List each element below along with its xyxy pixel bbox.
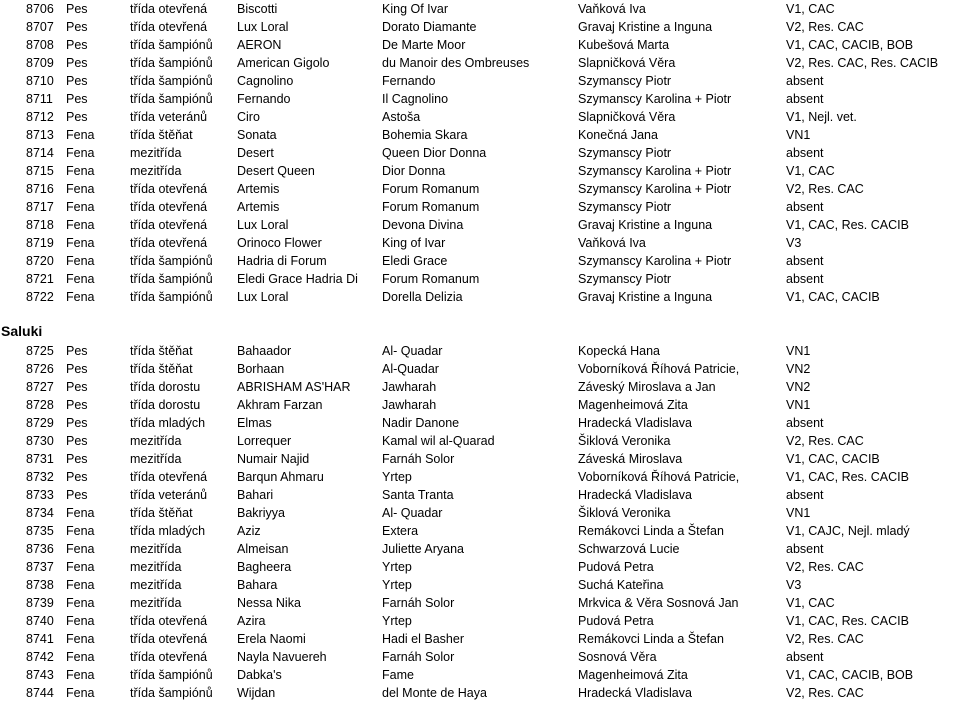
catalog-number-cell: 8731 [26,452,54,466]
catalog-number-cell: 8727 [26,380,54,394]
sex-cell: Fena [66,578,95,592]
owner-cell: Hradecká Vladislava [578,686,692,700]
table-row [0,54,960,72]
dog-name-cell: Ciro [237,110,260,124]
class-cell: třída mladých [130,416,206,430]
result-cell: V1, CAC, CACIB, BOB [786,668,914,682]
table-row [0,522,960,540]
result-cell: absent [786,254,824,268]
sire-name-cell: Dorato Diamante [382,20,477,34]
result-cell: V1, CAC [786,2,835,16]
class-cell: třída veteránů [130,110,208,124]
class-cell: třída štěňat [130,344,193,358]
sex-cell: Fena [66,254,95,268]
sire-name-cell: Jawharah [382,380,437,394]
dog-name-cell: Hadria di Forum [237,254,327,268]
catalog-number-cell: 8733 [26,488,54,502]
table-row [0,378,960,396]
sex-cell: Pes [66,416,88,430]
table-row [0,486,960,504]
dog-name-cell: Orinoco Flower [237,236,322,250]
catalog-number-cell: 8729 [26,416,54,430]
sex-cell: Pes [66,452,88,466]
result-cell: absent [786,416,824,430]
sire-name-cell: Queen Dior Donna [382,146,487,160]
sire-name-cell: King Of Ivar [382,2,448,16]
sex-cell: Pes [66,74,88,88]
table-row [0,252,960,270]
catalog-number-cell: 8718 [26,218,54,232]
class-cell: třída šampiónů [130,38,213,52]
results-block-saluki [0,342,960,702]
result-cell: VN1 [786,128,811,142]
table-row [0,666,960,684]
owner-cell: Vaňková Iva [578,236,646,250]
dog-name-cell: Lux Loral [237,218,289,232]
sire-name-cell: De Marte Moor [382,38,466,52]
table-row [0,360,960,378]
class-cell: třída šampiónů [130,92,213,106]
result-cell: absent [786,200,824,214]
catalog-number-cell: 8728 [26,398,54,412]
catalog-number-cell: 8726 [26,362,54,376]
table-row [0,288,960,306]
dog-name-cell: Azira [237,614,266,628]
catalog-number-cell: 8735 [26,524,54,538]
sex-cell: Pes [66,380,88,394]
dog-name-cell: Bahaador [237,344,292,358]
owner-cell: Gravaj Kristine a Inguna [578,290,713,304]
class-cell: třída štěňat [130,128,193,142]
owner-cell: Szymanscy Karolina + Piotr [578,254,732,268]
class-cell: třída otevřená [130,650,208,664]
sex-cell: Pes [66,398,88,412]
sex-cell: Fena [66,128,95,142]
sire-name-cell: Devona Divina [382,218,464,232]
catalog-number-cell: 8734 [26,506,54,520]
class-cell: třída otevřená [130,2,208,16]
owner-cell: Mrkvica & Věra Sosnová Jan [578,596,739,610]
catalog-number-cell: 8706 [26,2,54,16]
class-cell: mezitřída [130,560,182,574]
sex-cell: Fena [66,164,95,178]
owner-cell: Magenheimová Zita [578,668,688,682]
sire-name-cell: Juliette Aryana [382,542,464,556]
table-row [0,558,960,576]
result-cell: V2, Res. CAC [786,434,864,448]
class-cell: mezitřída [130,542,182,556]
class-cell: třída mladých [130,524,206,538]
sex-cell: Pes [66,38,88,52]
dog-name-cell: Nayla Navuereh [237,650,327,664]
catalog-number-cell: 8719 [26,236,54,250]
owner-cell: Szymanscy Karolina + Piotr [578,164,732,178]
owner-cell: Vaňková Iva [578,2,646,16]
result-cell: V3 [786,236,802,250]
table-row [0,432,960,450]
sire-name-cell: Al- Quadar [382,506,443,520]
result-cell: VN2 [786,362,811,376]
table-row [0,198,960,216]
class-cell: mezitřída [130,578,182,592]
catalog-number-cell: 8711 [26,92,53,106]
dog-name-cell: Cagnolino [237,74,294,88]
sire-name-cell: Al- Quadar [382,344,443,358]
dog-name-cell: Bakriyya [237,506,285,520]
dog-name-cell: Desert [237,146,274,160]
owner-cell: Konečná Jana [578,128,658,142]
table-row [0,180,960,198]
sire-name-cell: Hadi el Basher [382,632,464,646]
sire-name-cell: Extera [382,524,419,538]
result-cell: VN2 [786,380,811,394]
result-cell: V2, Res. CAC [786,686,864,700]
table-row [0,0,960,18]
result-cell: V2, Res. CAC, Res. CACIB [786,56,939,70]
class-cell: třída štěňat [130,506,193,520]
owner-cell: Sosnová Věra [578,650,657,664]
owner-cell: Šiklová Veronika [578,434,671,448]
class-cell: třída otevřená [130,470,208,484]
dog-name-cell: Eledi Grace Hadria Di [237,272,358,286]
sex-cell: Fena [66,236,95,250]
sire-name-cell: Forum Romanum [382,182,480,196]
catalog-number-cell: 8730 [26,434,54,448]
class-cell: třída otevřená [130,632,208,646]
class-cell: třída štěňat [130,362,193,376]
catalog-number-cell: 8739 [26,596,54,610]
class-cell: mezitřída [130,452,182,466]
class-cell: třída otevřená [130,200,208,214]
catalog-number-cell: 8717 [26,200,54,214]
table-row [0,612,960,630]
table-row [0,126,960,144]
table-row [0,684,960,702]
class-cell: třída veteránů [130,488,208,502]
dog-name-cell: Elmas [237,416,272,430]
sex-cell: Fena [66,272,95,286]
table-row [0,234,960,252]
sire-name-cell: Nadir Danone [382,416,460,430]
sire-name-cell: Dorella Delizia [382,290,463,304]
class-cell: třída šampiónů [130,290,213,304]
class-cell: mezitřída [130,146,182,160]
owner-cell: Voborníková Říhová Patricie, [578,362,740,376]
sire-name-cell: Al-Quadar [382,362,439,376]
sex-cell: Pes [66,488,88,502]
sire-name-cell: Yrtep [382,578,412,592]
dog-name-cell: Nessa Nika [237,596,301,610]
dog-name-cell: Lux Loral [237,20,289,34]
dog-name-cell: Lorrequer [237,434,292,448]
sex-cell: Fena [66,632,95,646]
catalog-number-cell: 8743 [26,668,54,682]
sire-name-cell: Astoša [382,110,421,124]
result-cell: V2, Res. CAC [786,560,864,574]
dog-name-cell: Desert Queen [237,164,315,178]
catalog-number-cell: 8742 [26,650,54,664]
sire-name-cell: Kamal wil al-Quarad [382,434,495,448]
result-cell: V1, CAC [786,596,835,610]
sex-cell: Fena [66,200,95,214]
sex-cell: Fena [66,686,95,700]
owner-cell: Kopecká Hana [578,344,661,358]
result-cell: V2, Res. CAC [786,20,864,34]
class-cell: třída šampiónů [130,254,213,268]
owner-cell: Pudová Petra [578,560,654,574]
table-row [0,540,960,558]
result-cell: absent [786,542,824,556]
dog-name-cell: Bagheera [237,560,292,574]
catalog-number-cell: 8732 [26,470,54,484]
sex-cell: Pes [66,20,88,34]
catalog-number-cell: 8721 [26,272,54,286]
result-cell: absent [786,146,824,160]
sex-cell: Fena [66,614,95,628]
class-cell: třída otevřená [130,236,208,250]
catalog-number-cell: 8741 [26,632,54,646]
class-cell: třída dorostu [130,398,201,412]
table-row [0,396,960,414]
sex-cell: Pes [66,470,88,484]
table-row [0,270,960,288]
catalog-number-cell: 8738 [26,578,54,592]
owner-cell: Slapničková Věra [578,110,676,124]
sex-cell: Fena [66,668,95,682]
class-cell: třída otevřená [130,182,208,196]
catalog-number-cell: 8715 [26,164,54,178]
result-cell: V3 [786,578,802,592]
dog-name-cell: Aziz [237,524,261,538]
table-row [0,414,960,432]
result-cell: V1, Nejl. vet. [786,110,857,124]
dog-name-cell: Biscotti [237,2,278,16]
result-cell: absent [786,650,824,664]
owner-cell: Szymanscy Piotr [578,200,672,214]
sex-cell: Pes [66,2,88,16]
dog-name-cell: Artemis [237,200,280,214]
owner-cell: Magenheimová Zita [578,398,688,412]
sex-cell: Pes [66,110,88,124]
dog-name-cell: Almeisan [237,542,289,556]
sex-cell: Pes [66,434,88,448]
result-cell: V2, Res. CAC [786,182,864,196]
result-cell: V1, CAC [786,164,835,178]
result-cell: V1, CAC, Res. CACIB [786,218,909,232]
dog-name-cell: Akhram Farzan [237,398,323,412]
result-cell: VN1 [786,344,811,358]
table-row [0,144,960,162]
result-cell: V1, CAC, Res. CACIB [786,470,909,484]
class-cell: třída šampiónů [130,74,213,88]
dog-name-cell: American Gigolo [237,56,330,70]
sire-name-cell: Farnáh Solor [382,650,455,664]
catalog-number-cell: 8710 [26,74,54,88]
sire-name-cell: Farnáh Solor [382,452,455,466]
sire-name-cell: Yrtep [382,614,412,628]
sex-cell: Pes [66,344,88,358]
dog-name-cell: Dabka's [237,668,282,682]
owner-cell: Szymanscy Piotr [578,74,672,88]
sex-cell: Fena [66,146,95,160]
class-cell: mezitřída [130,434,182,448]
dog-name-cell: Sonata [237,128,277,142]
owner-cell: Gravaj Kristine a Inguna [578,218,713,232]
table-row [0,648,960,666]
catalog-number-cell: 8740 [26,614,54,628]
sire-name-cell: Il Cagnolino [382,92,449,106]
dog-name-cell: Artemis [237,182,280,196]
owner-cell: Szymanscy Piotr [578,146,672,160]
class-cell: třída šampiónů [130,56,213,70]
sire-name-cell: Santa Tranta [382,488,454,502]
table-row [0,162,960,180]
owner-cell: Slapničková Věra [578,56,676,70]
catalog-number-cell: 8709 [26,56,54,70]
sire-name-cell: Farnáh Solor [382,596,455,610]
sire-name-cell: Jawharah [382,398,437,412]
table-row [0,216,960,234]
sex-cell: Fena [66,542,95,556]
owner-cell: Hradecká Vladislava [578,416,692,430]
owner-cell: Szymanscy Karolina + Piotr [578,182,732,196]
owner-cell: Remákovci Linda a Štefan [578,524,724,538]
sire-name-cell: Bohemia Skara [382,128,468,142]
catalog-number-cell: 8712 [26,110,54,124]
dog-name-cell: Bahara [237,578,278,592]
class-cell: mezitřída [130,164,182,178]
class-cell: mezitřída [130,596,182,610]
owner-cell: Záveský Miroslava a Jan [578,380,716,394]
catalog-number-cell: 8720 [26,254,54,268]
owner-cell: Szymanscy Karolina + Piotr [578,92,732,106]
dog-name-cell: Erela Naomi [237,632,306,646]
result-cell: V1, CAC, Res. CACIB [786,614,909,628]
sex-cell: Fena [66,596,95,610]
owner-cell: Hradecká Vladislava [578,488,692,502]
result-cell: absent [786,488,824,502]
owner-cell: Pudová Petra [578,614,654,628]
table-row [0,108,960,126]
dog-name-cell: Barqun Ahmaru [237,470,324,484]
table-row [0,342,960,360]
owner-cell: Schwarzová Lucie [578,542,680,556]
sex-cell: Pes [66,92,88,106]
sex-cell: Fena [66,182,95,196]
catalog-number-cell: 8716 [26,182,54,196]
result-cell: V1, CAC, CACIB [786,290,880,304]
table-row [0,576,960,594]
class-cell: třída dorostu [130,380,201,394]
sire-name-cell: Fernando [382,74,436,88]
table-row [0,72,960,90]
sire-name-cell: du Manoir des Ombreuses [382,56,530,70]
dog-name-cell: Fernando [237,92,291,106]
owner-cell: Gravaj Kristine a Inguna [578,20,713,34]
class-cell: třída otevřená [130,20,208,34]
sex-cell: Pes [66,362,88,376]
table-row [0,594,960,612]
result-cell: V1, CAC, CACIB, BOB [786,38,914,52]
sex-cell: Fena [66,218,95,232]
sex-cell: Fena [66,560,95,574]
table-row [0,504,960,522]
table-row [0,630,960,648]
owner-cell: Šiklová Veronika [578,506,671,520]
sire-name-cell: Forum Romanum [382,200,480,214]
table-row [0,90,960,108]
class-cell: třída šampiónů [130,686,213,700]
result-cell: absent [786,74,824,88]
owner-cell: Remákovci Linda a Štefan [578,632,724,646]
owner-cell: Kubešová Marta [578,38,670,52]
result-cell: V2, Res. CAC [786,632,864,646]
catalog-number-cell: 8713 [26,128,54,142]
catalog-number-cell: 8708 [26,38,54,52]
class-cell: třída otevřená [130,218,208,232]
sex-cell: Fena [66,650,95,664]
class-cell: třída šampiónů [130,272,213,286]
catalog-number-cell: 8722 [26,290,54,304]
catalog-number-cell: 8744 [26,686,54,700]
results-block-previous-breed [0,0,960,306]
sex-cell: Fena [66,524,95,538]
class-cell: třída šampiónů [130,668,213,682]
table-row [0,36,960,54]
table-row [0,18,960,36]
catalog-number-cell: 8714 [26,146,54,160]
sire-name-cell: del Monte de Haya [382,686,487,700]
catalog-number-cell: 8725 [26,344,54,358]
owner-cell: Suchá Kateřina [578,578,664,592]
breed-heading: Saluki [1,323,43,339]
owner-cell: Záveská Miroslava [578,452,683,466]
catalog-number-cell: 8737 [26,560,54,574]
sire-name-cell: Yrtep [382,560,412,574]
sire-name-cell: Yrtep [382,470,412,484]
dog-name-cell: ABRISHAM AS'HAR [237,380,351,394]
table-row [0,468,960,486]
sex-cell: Fena [66,290,95,304]
result-cell: V1, CAJC, Nejl. mladý [786,524,910,538]
dog-name-cell: Lux Loral [237,290,289,304]
sire-name-cell: Forum Romanum [382,272,480,286]
sire-name-cell: King of Ivar [382,236,446,250]
result-cell: V1, CAC, CACIB [786,452,880,466]
sire-name-cell: Dior Donna [382,164,446,178]
class-cell: třída otevřená [130,614,208,628]
dog-name-cell: Numair Najid [237,452,310,466]
sex-cell: Fena [66,506,95,520]
catalog-number-cell: 8707 [26,20,54,34]
table-row [0,450,960,468]
catalog-number-cell: 8736 [26,542,54,556]
result-cell: VN1 [786,398,811,412]
sex-cell: Pes [66,56,88,70]
dog-name-cell: AERON [237,38,282,52]
sire-name-cell: Fame [382,668,414,682]
dog-name-cell: Bahari [237,488,274,502]
result-cell: VN1 [786,506,811,520]
owner-cell: Szymanscy Piotr [578,272,672,286]
owner-cell: Voborníková Říhová Patricie, [578,470,740,484]
result-cell: absent [786,92,824,106]
result-cell: absent [786,272,824,286]
dog-name-cell: Borhaan [237,362,285,376]
dog-name-cell: Wijdan [237,686,276,700]
sire-name-cell: Eledi Grace [382,254,448,268]
